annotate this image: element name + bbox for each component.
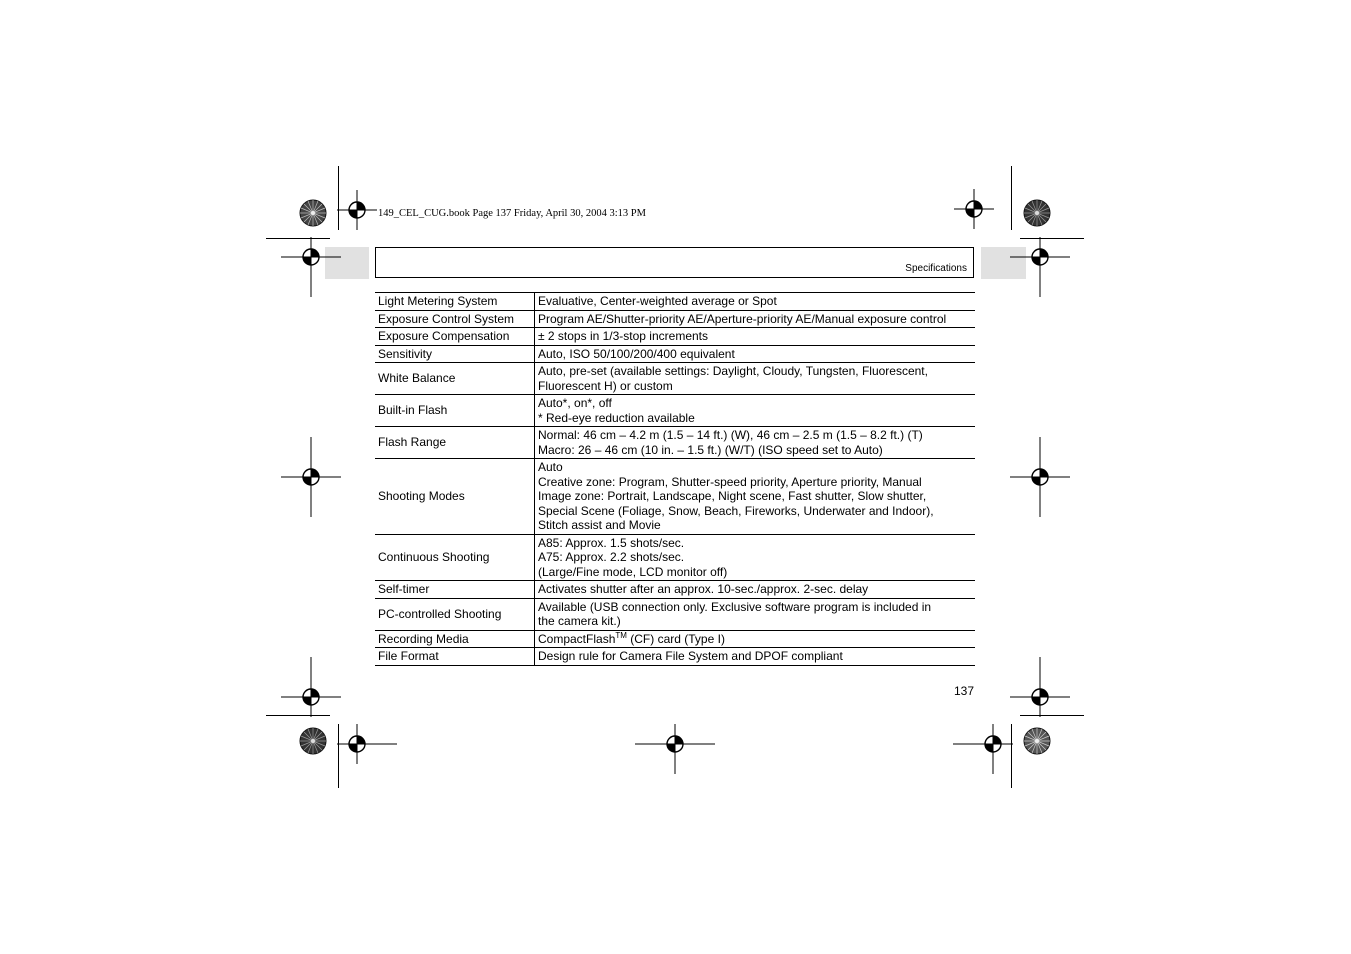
registration-mark-icon <box>281 237 341 297</box>
spec-label: Light Metering System <box>375 293 535 311</box>
trademark-mark: TM <box>615 630 627 640</box>
spec-label: Shooting Modes <box>375 459 535 535</box>
spec-value: Design rule for Camera File System and DPOF compliant <box>535 648 976 666</box>
spec-label: Recording Media <box>375 630 535 648</box>
spec-value: Program AE/Shutter-priority AE/Aperture-priority AE/Manual exposure control <box>535 310 976 328</box>
registration-mark-icon <box>337 190 377 230</box>
table-row <box>375 598 975 630</box>
table-row <box>375 427 975 459</box>
table-row <box>375 630 975 648</box>
registration-mark-icon <box>953 724 1013 774</box>
spec-label: Exposure Control System <box>375 310 535 328</box>
table-row <box>375 328 975 346</box>
table-row <box>375 363 975 395</box>
page-number: 137 <box>954 684 975 698</box>
registration-mark-icon <box>954 189 994 229</box>
table-row <box>375 534 975 581</box>
registration-mark-icon <box>1010 237 1070 297</box>
spec-label: Continuous Shooting <box>375 534 535 581</box>
table-row <box>375 459 975 535</box>
spec-value <box>535 630 976 648</box>
spec-value: Normal: 46 cm – 4.2 m (1.5 – 14 ft.) (W), 46 cm – 2.5 m (1.5 – 8.2 ft.) (T) Macro: 26 – 46 cm (10 in. – 1.5 ft.) (W/T) (ISO speed set to Auto) <box>535 427 976 459</box>
trim-line <box>1011 166 1012 230</box>
page-title: Specifications <box>905 263 967 274</box>
spec-label: Exposure Compensation <box>375 328 535 346</box>
spec-value: ± 2 stops in 1/3-stop increments <box>535 328 976 346</box>
registration-mark-icon <box>1010 437 1070 517</box>
spec-label: File Format <box>375 648 535 666</box>
header-box <box>375 247 974 278</box>
spec-label: Built-in Flash <box>375 395 535 427</box>
starburst-disc-icon <box>1023 727 1051 755</box>
media-name: CompactFlash <box>538 631 616 646</box>
spec-value: A85: Approx. 1.5 shots/sec. A75: Approx. 2.2 shots/sec. (Large/Fine mode, LCD monitor off) <box>535 534 976 581</box>
registration-mark-icon <box>635 724 715 774</box>
registration-mark-icon <box>281 437 341 517</box>
spec-value: Auto*, on*, off * Red-eye reduction available <box>535 395 976 427</box>
print-slug: 149_CEL_CUG.book Page 137 Friday, April 30, 2004 3:13 PM <box>378 208 646 219</box>
media-detail: (CF) card (Type I) <box>626 631 725 646</box>
spec-label: Flash Range <box>375 427 535 459</box>
starburst-disc-icon <box>1023 199 1051 227</box>
table-row <box>375 310 975 328</box>
registration-mark-icon <box>1010 657 1070 717</box>
registration-mark-icon <box>281 657 341 717</box>
table-row <box>375 395 975 427</box>
spec-value: Available (USB connection only. Exclusive software program is included in the camera kit.) <box>535 598 976 630</box>
starburst-disc-icon <box>299 727 327 755</box>
table-row <box>375 581 975 599</box>
table-row <box>375 345 975 363</box>
table-row <box>375 648 975 666</box>
spec-label: White Balance <box>375 363 535 395</box>
spec-value: Activates shutter after an approx. 10-sec./approx. 2-sec. delay <box>535 581 976 599</box>
spec-value: Evaluative, Center-weighted average or Spot <box>535 293 976 311</box>
spec-label: Sensitivity <box>375 345 535 363</box>
spec-table <box>375 292 975 666</box>
spec-value: Auto Creative zone: Program, Shutter-speed priority, Aperture priority, Manual Image zone: Portrait, Landscape, Night scene, Fast shutter, Slow shutter, Special Scene (Foliage, Snow, Beach, Fireworks, Underwater and Indoor), Stitch assist and Movie <box>535 459 976 535</box>
spec-label: PC-controlled Shooting <box>375 598 535 630</box>
starburst-disc-icon <box>299 199 327 227</box>
spec-value: Auto, pre-set (available settings: Daylight, Cloudy, Tungsten, Fluorescent, Fluorescent H) or custom <box>535 363 976 395</box>
spec-value: Auto, ISO 50/100/200/400 equivalent <box>535 345 976 363</box>
registration-mark-icon <box>337 724 397 764</box>
table-row <box>375 293 975 311</box>
spec-label: Self-timer <box>375 581 535 599</box>
